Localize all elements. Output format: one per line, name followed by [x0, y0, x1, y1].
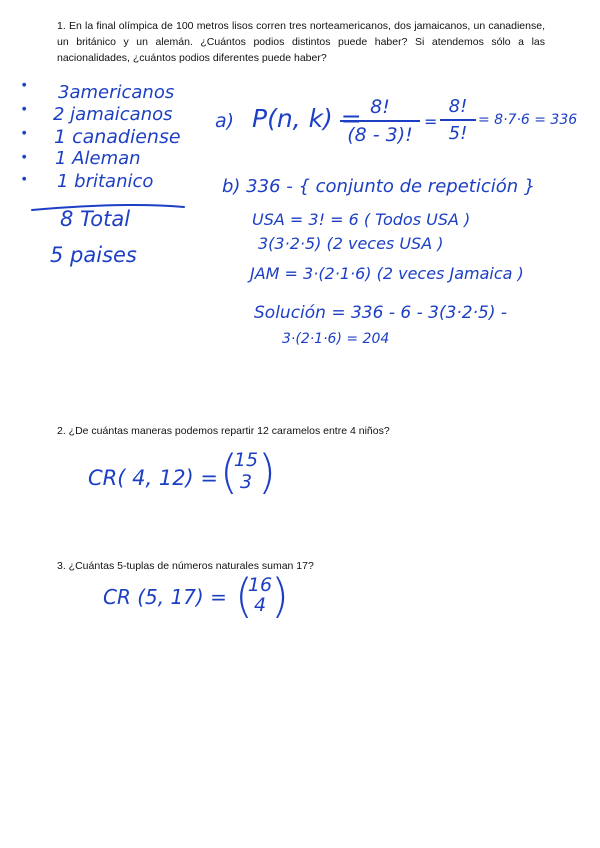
list-item: 2 jamaicanos: [53, 104, 173, 125]
list-item: 1 Aleman: [55, 148, 141, 169]
binomial-bottom: 3: [239, 471, 253, 493]
list-item: 1 canadiense: [54, 126, 181, 148]
fraction-2-denominator: 5!: [448, 123, 468, 144]
fraction-bar: [440, 119, 476, 121]
jamaica-line: JAM = 3·(2·1·6) (2 veces Jamaica ): [250, 264, 524, 283]
q3-formula: CR (5, 17) =: [103, 585, 227, 609]
solution-line-2: 3·(2·1·6) = 204: [282, 331, 390, 347]
bullet-dot: ●: [22, 130, 27, 136]
total-label: 8 Total: [60, 207, 131, 231]
q2-formula: CR( 4, 12) =: [88, 466, 219, 490]
right-paren: ): [258, 445, 276, 499]
part-b-title: b) 336 - { conjunto de repetición }: [222, 176, 536, 197]
q3-binomial: [235, 569, 289, 623]
left-paren: (: [235, 569, 253, 623]
solution-line-1: Solución = 336 - 6 - 3(3·2·5) -: [254, 303, 508, 323]
fraction-bar: [340, 120, 420, 122]
binomial-bottom: 4: [253, 594, 267, 616]
list-item: 3americanos: [58, 82, 175, 103]
part-a-label: a): [215, 110, 235, 132]
bullet-dot: ●: [22, 106, 27, 112]
list-item: 1 britanico: [57, 171, 154, 192]
bullet-dot: ●: [22, 82, 27, 88]
countries-label: 5 paises: [50, 243, 137, 267]
binomial-top: 16: [247, 574, 273, 596]
right-paren: ): [271, 569, 289, 623]
bullet-dot: ●: [22, 176, 27, 182]
permutation-result: = 8·7·6 = 336: [478, 112, 578, 128]
binomial-top: 15: [233, 449, 259, 471]
fraction-2-numerator: 8!: [448, 96, 468, 117]
permutation-formula: P(n, k) =: [252, 104, 362, 133]
usa-twice-line: 3(3·2·5) (2 veces USA ): [258, 234, 444, 253]
fraction-1-denominator: (8 - 3)!: [347, 124, 413, 146]
fraction-1-numerator: 8!: [370, 96, 390, 118]
equals-sign: =: [424, 112, 438, 131]
q2-binomial: [220, 445, 276, 499]
question-2: 2. ¿De cuántas maneras podemos repartir 12 caramelos entre 4 niños?: [57, 425, 390, 437]
left-paren: (: [220, 445, 238, 499]
fraction-2: [440, 96, 476, 144]
usa-line: USA = 3! = 6 ( Todos USA ): [252, 210, 471, 229]
fraction-1: [340, 96, 420, 146]
question-3: 3. ¿Cuántas 5-tuplas de números naturales suman 17?: [57, 560, 314, 572]
question-1: 1. En la final olímpica de 100 metros lisos corren tres norteamericanos, dos jamaicanos, un canadiense, un británico y un alemán. ¿Cuántos podios distintos puede haber? Si atendemos sólo a las nacionalidades, ¿cuántos podios diferentes puede haber?: [57, 20, 545, 64]
bullet-dot: ●: [22, 154, 27, 160]
